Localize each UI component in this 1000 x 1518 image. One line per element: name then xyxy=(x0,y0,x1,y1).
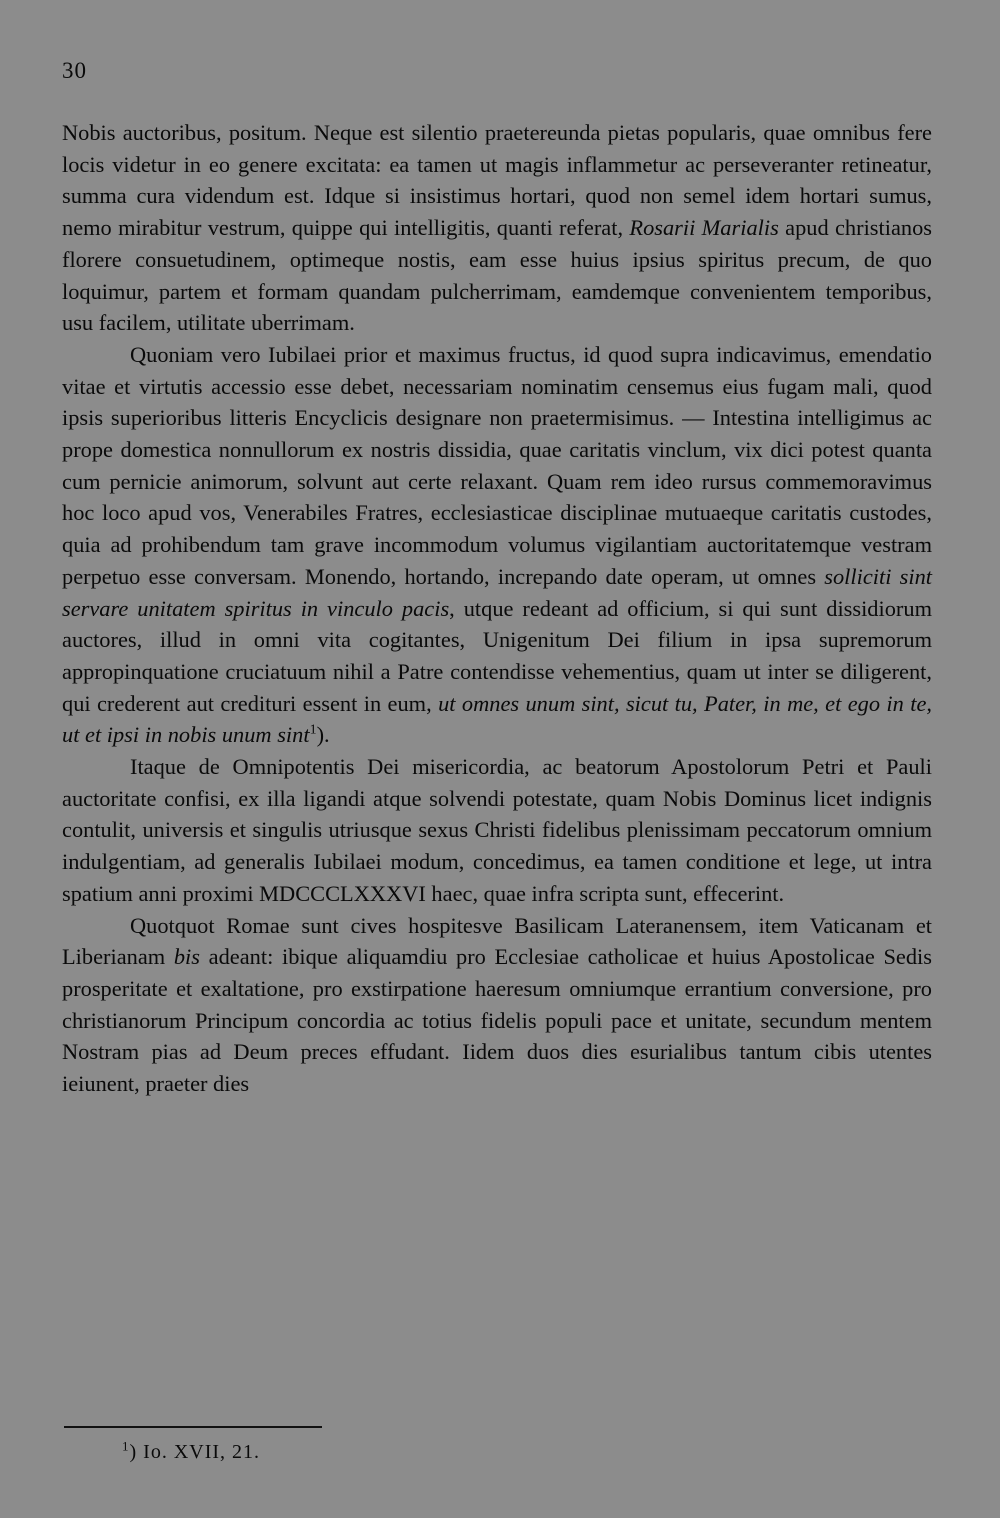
footnote-rule xyxy=(64,1426,322,1428)
italic-text: ut omnes unum sint, sicut tu, Pater, in me, et ego in te, ut et ipsi in nobis unum sint xyxy=(62,690,932,748)
body-text xyxy=(62,117,932,1100)
text-run: Nobis auctoribus, positum. Neque est silentio praetereunda pietas popularis, quae omnibus fere locis videtur in eo genere excitata: ea tamen ut magis inflammetur ac perseveranter retineatur, summa cura videndum est. Idque si insistimus hortari, quod non semel idem hortari sumus, nemo mirabitur vestrum, quippe qui intelligitis, quanti referat, xyxy=(62,120,932,241)
footnote xyxy=(122,1438,261,1464)
italic-text: solliciti sint servare unitatem spiritus in vinculo pacis xyxy=(62,563,932,621)
page-number: 30 xyxy=(62,58,87,83)
text-run: Quoniam vero Iubilaei prior et maximus fructus, id quod supra indicavimus, emendatio vitae et virtutis accessio esse debet, necessariam nominatim censemus eius fugam mali, quod ipsis superioribus litteris Encyclicis designare non praetermisimus. — Intestina intelligimus ac prope domestica nonnullorum ex nostris dissidia, quae caritatis vinclum, vix dici potest quanta cum pernicie animorum, solvunt aut certe relaxant. Quam rem ideo rursus commemoravimus hoc loco apud vos, Venerabiles Fratres, ecclesiasticae disciplinae mutuaeque caritatis custodes, quia ad prohibendum tam grave incommodum volumus vigilantiam auctoritatemque vestram perpetuo esse conversam. Monendo, hortando, increpando date operam, ut omnes xyxy=(62,341,932,589)
footnote-marker: 1 xyxy=(122,1438,130,1454)
paragraph xyxy=(62,339,932,751)
text-run: , utque redeant ad officium, si qui sunt dissidiorum auctores, illud in omni vita cogitantes, Unigenitum Dei filium in ipsa supremorum appropinquatione cruciatuum nihil a Patre contendisse vehementius, quam ut inter se diligerent, qui crederent aut credituri essent in eum, xyxy=(62,595,932,716)
text-run: apud christianos florere consuetudinem, optimeque nostis, eam esse huius ipsius spiritus precum, de quo loquimur, partem et formam quandam pulcherrimam, eamdemque convenientem temporibus, usu facilem, utilitate uberrimam. xyxy=(62,215,932,336)
italic-text: Rosarii Marialis xyxy=(629,215,779,241)
text-run: adeant: ibique aliquamdiu pro Ecclesiae catholicae et huius Apostolicae Sedis prosperitate et exaltatione, pro exstirpatione haeresum omniumque errantium conversione, pro christianorum Principum concordia ac totius fidelis populi pace et unitate, secundum mentem Nostram pias ad Deum preces effudant. Iidem duos dies esurialibus tantum cibis utentes ieiunent, praeter dies xyxy=(62,944,932,1097)
text-run: ). xyxy=(316,722,330,748)
paragraph xyxy=(62,910,932,1100)
footnote-text: ) Io. XVII, 21. xyxy=(129,1441,261,1463)
text-run: Itaque de Omnipotentis Dei misericordia, ac beatorum Apostolorum Petri et Pauli auctoritate confisi, ex illa ligandi atque solvendi potestate, quam Nobis Dominus licet indignis contulit, universis et singulis utriusque sexus Christi fidelibus plenissimam peccatorum omnium indulgentiam, ad generalis Iubilaei modum, concedimus, ea tamen conditione et lege, ut intra spatium anni proximi MDCCCLXXXVI haec, quae infra scripta sunt, effecerint. xyxy=(62,754,932,906)
italic-text: bis xyxy=(173,944,200,970)
paragraph xyxy=(62,117,932,339)
paragraph xyxy=(62,751,932,910)
text-run: Quotquot Romae sunt cives hospitesve Basilicam Lateranensem, item Vaticanam et Liberianam xyxy=(62,912,932,970)
footnote-reference: 1 xyxy=(309,722,317,738)
